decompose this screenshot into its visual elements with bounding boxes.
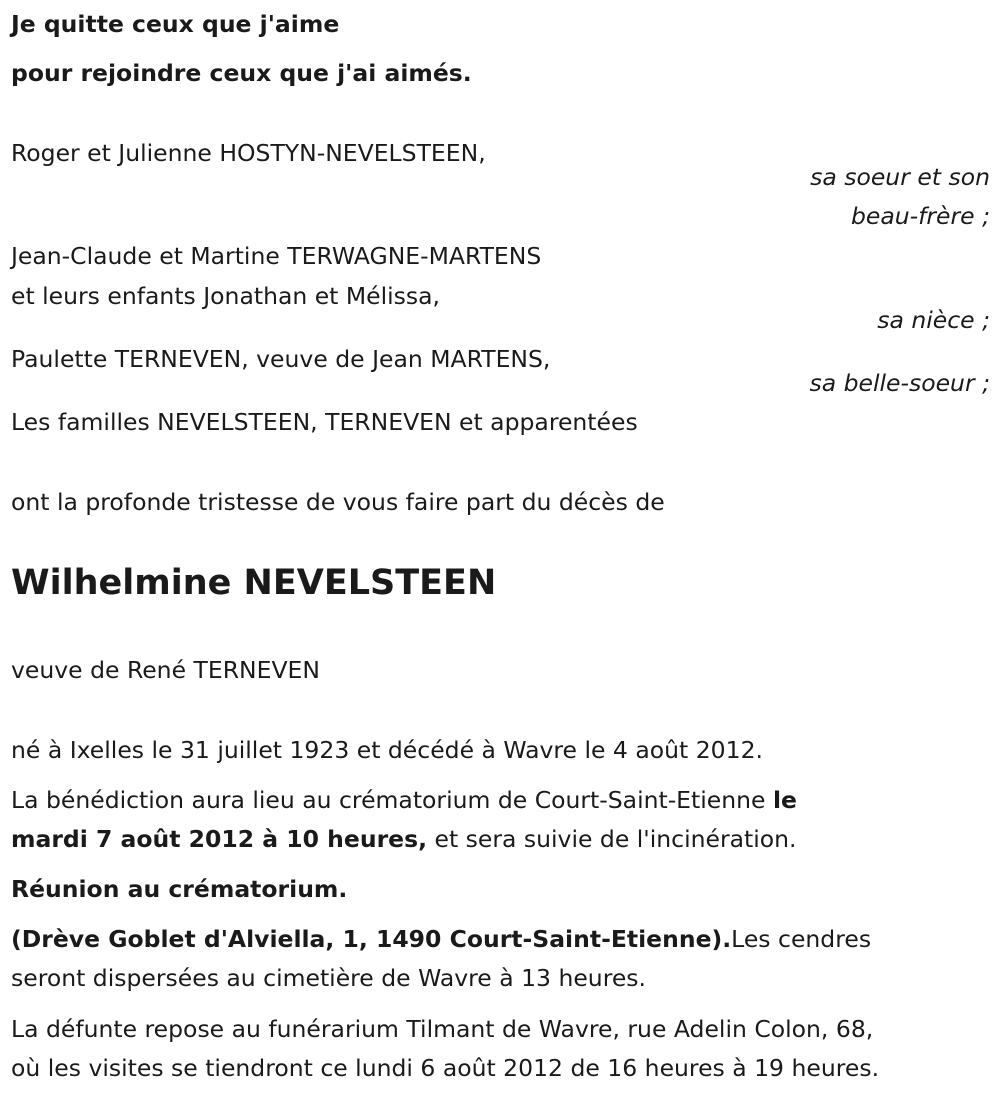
relation-roger-2: beau-frère ; [850, 202, 990, 230]
deceased-name: Wilhelmine NEVELSTEEN [11, 563, 497, 603]
address-line [11, 925, 871, 953]
ceremony-line-1 [11, 786, 797, 814]
widow-of: veuve de René TERNEVEN [11, 656, 320, 684]
rest-line-1: La défunte repose au funérarium Tilmant de Wavre, rue Adelin Colon, 68, [11, 1015, 874, 1043]
family-jean-claude-1: Jean-Claude et Martine TERWAGNE-MARTENS [11, 242, 542, 270]
family-roger: Roger et Julienne HOSTYN-NEVELSTEEN, [11, 139, 486, 167]
ceremony-date-bold: mardi 7 août 2012 à 10 heures, [11, 825, 428, 853]
ceremony-text-1: La bénédiction aura lieu au crématorium de Court-Saint-Etienne [11, 786, 773, 814]
relation-roger-1: sa soeur et son [810, 163, 990, 191]
rest-line-2: où les visites se tiendront ce lundi 6 août 2012 de 16 heures à 19 heures. [11, 1054, 880, 1082]
family-families: Les familles NEVELSTEEN, TERNEVEN et apparentées [11, 408, 638, 436]
ceremony-text-2: et sera suivie de l'incinération. [427, 825, 797, 853]
address-text: Les cendres [731, 925, 872, 953]
epigraph-line-2: pour rejoindre ceux que j'ai aimés. [11, 59, 472, 87]
ashes-line: seront dispersées au cimetière de Wavre à 13 heures. [11, 964, 647, 992]
relation-paulette: sa belle-soeur ; [809, 369, 990, 397]
family-jean-claude-2: et leurs enfants Jonathan et Mélissa, [11, 282, 441, 310]
announcement: ont la profonde tristesse de vous faire part du décès de [11, 488, 665, 516]
epigraph-line-1: Je quitte ceux que j'aime [11, 10, 340, 38]
birth-death-dates: né à Ixelles le 31 juillet 1923 et décédé à Wavre le 4 août 2012. [11, 736, 763, 764]
ceremony-bold-1: le [772, 786, 797, 814]
relation-jean-claude: sa nièce ; [877, 306, 990, 334]
ceremony-line-2 [11, 825, 797, 853]
reunion-notice: Réunion au crématorium. [11, 875, 348, 903]
address-bold: (Drève Goblet d'Alviella, 1, 1490 Court-Saint-Etienne). [11, 925, 732, 953]
family-paulette: Paulette TERNEVEN, veuve de Jean MARTENS, [11, 345, 551, 373]
